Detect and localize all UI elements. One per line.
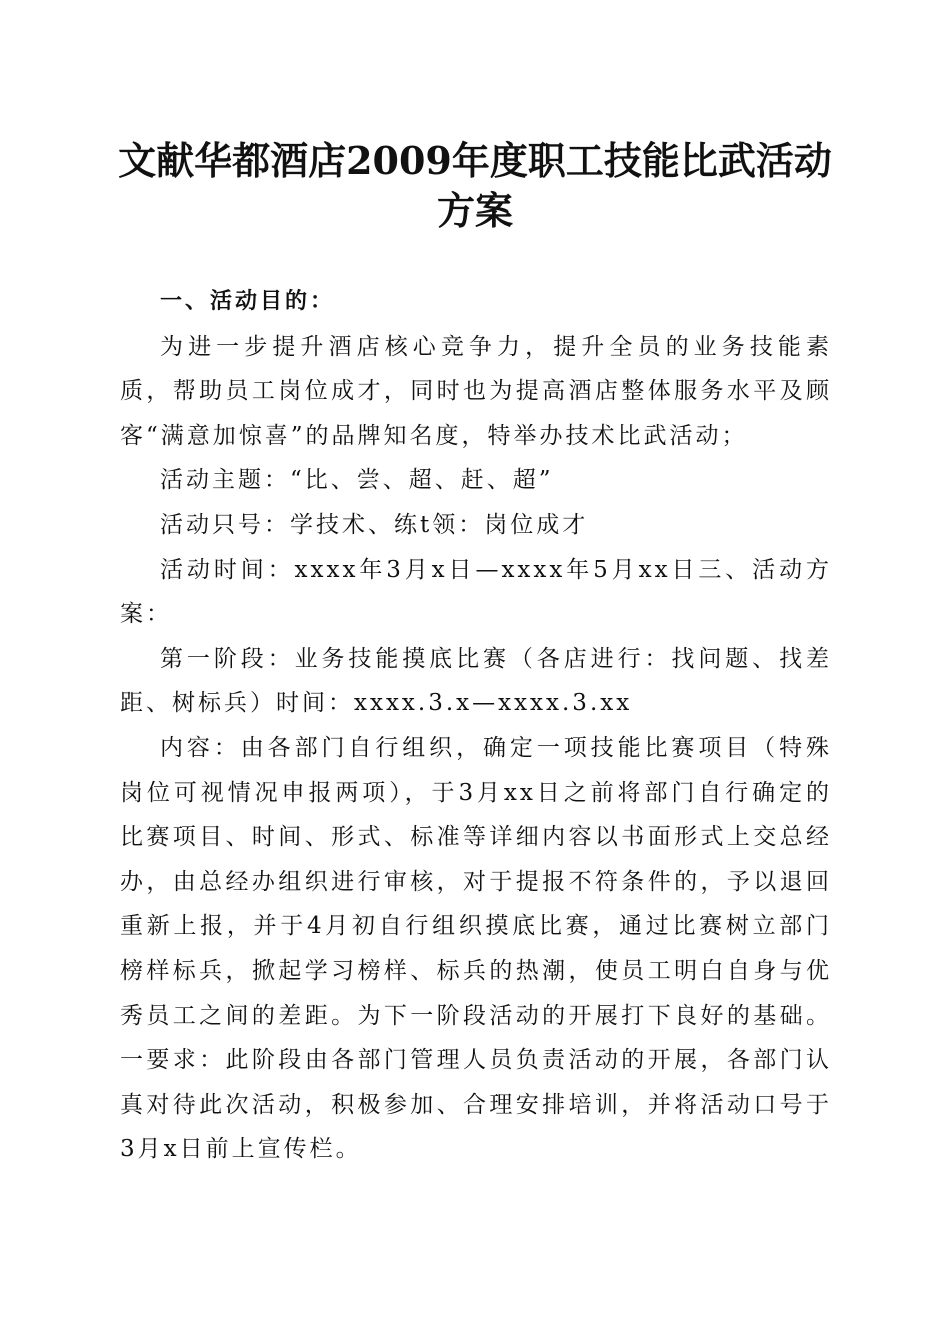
paragraph-purpose: 为进一步提升酒店核心竞争力，提升全员的业务技能素质，帮助员工岗位成才，同时也为提高酒店整体服务水平及顾客“满意加惊喜”的品牌知名度，特举办技术比武活动； <box>120 333 832 449</box>
document-body <box>120 280 832 1172</box>
paragraph-slogan: 活动只号：学技术、练t领：岗位成才 <box>160 511 589 538</box>
paragraph-theme: 活动主题：“比、尝、超、赶、超” <box>160 467 554 494</box>
paragraph-content: 内容：由各部门自行组织，确定一项技能比赛项目（特殊岗位可视情况申报两项），于3月xx日之前将部门自行确定的比赛项目、时间、形式、标准等详细内容以书面形式上交总经办，由总经办组织进行审核，对于提报不符条件的，予以退回重新上报，并于4月初自行组织摸底比赛，通过比赛树立部门榜样标兵，掀起学习榜样、标兵的热潮，使员工明白自身与优秀员工之间的差距。为下一阶段活动的开展打下良好的基础。一要求：此阶段由各部门管理人员负责活动的开展，各部门认真对待此次活动，积极参加、合理安排培训，并将活动口号于3月x日前上宣传栏。 <box>120 734 832 1163</box>
document-title: 文献华都酒店2009年度职工技能比武活动方案 <box>118 138 832 233</box>
paragraph-stage1: 第一阶段：业务技能摸底比赛（各店进行：找问题、找差距、树标兵）时间：xxxx.3.x—xxxx.3.xx <box>120 645 832 717</box>
section-heading-purpose: 一、活动目的： <box>160 289 336 314</box>
paragraph-time: 活动时间：xxxx年3月x日—xxxx年5月xx日三、活动方案： <box>120 556 832 628</box>
